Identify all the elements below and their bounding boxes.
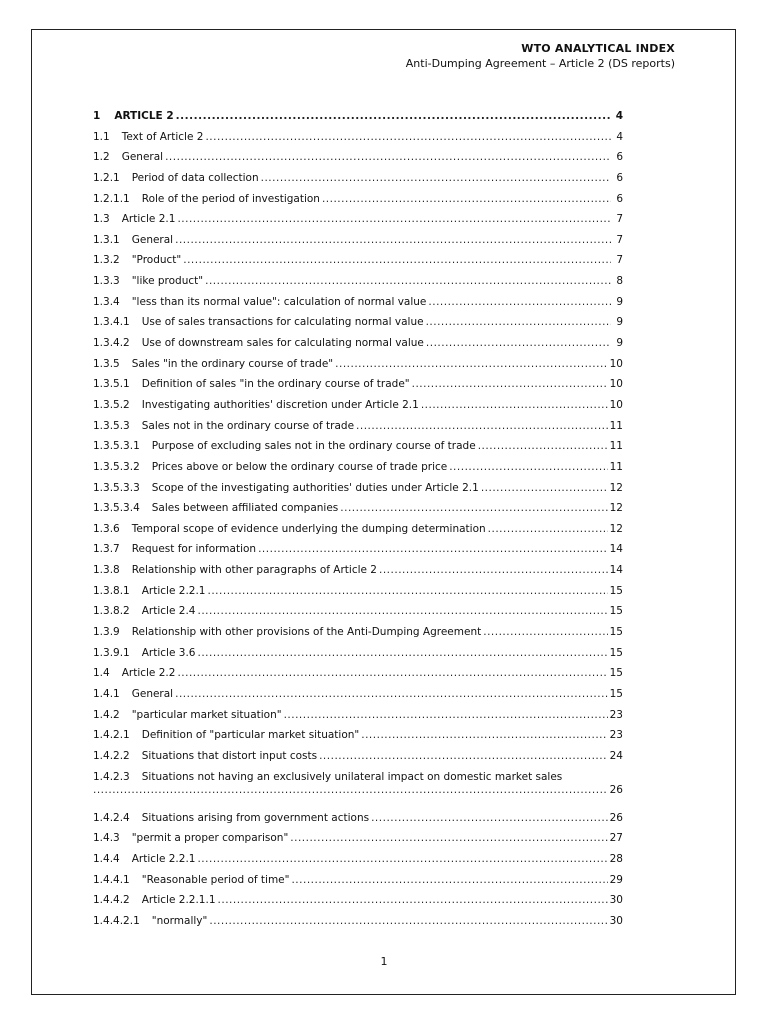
toc-entry[interactable]	[93, 564, 623, 585]
toc-entry-number: 1.4.4.2	[93, 894, 130, 907]
toc-entry-number: 1.3.5.3.1	[93, 440, 140, 453]
toc-entry-title: General	[131, 233, 174, 246]
toc-entry[interactable]	[93, 131, 623, 152]
toc-entry-title: "permit a proper comparison"	[131, 832, 289, 845]
toc-entry-title: Article 2.1	[121, 213, 176, 226]
toc-entry[interactable]	[93, 688, 623, 709]
toc-entry[interactable]	[93, 832, 623, 853]
toc-entry-page: 6	[616, 171, 623, 184]
toc-entry-title: Relationship with other paragraphs of Article 2	[131, 564, 377, 577]
page-number: 1	[380, 955, 388, 968]
toc-entry-title: Role of the period of investigation	[141, 192, 320, 205]
table-of-contents	[93, 110, 623, 936]
toc-entry[interactable]	[93, 626, 623, 647]
toc-entry-number: 1.4.3	[93, 832, 120, 845]
toc-entry-page: 15	[609, 646, 623, 659]
toc-entry-number: 1.3.2	[93, 254, 120, 267]
toc-entry-page: 12	[609, 522, 623, 535]
toc-entry-number: 1.3.5.3.4	[93, 502, 140, 515]
toc-leader-dots	[261, 172, 611, 184]
toc-entry-page: 14	[609, 564, 623, 577]
toc-entry-title: Request for information	[131, 543, 257, 556]
toc-entry-number: 1.3.3	[93, 275, 120, 288]
toc-entry[interactable]	[93, 812, 623, 833]
toc-entry-title: Sales not in the ordinary course of trade	[141, 419, 355, 432]
toc-entry[interactable]	[93, 502, 623, 523]
toc-leader-dots	[371, 812, 608, 824]
toc-leader-dots	[426, 337, 611, 349]
toc-entry-number: 1.4	[93, 667, 110, 680]
toc-entry-title: Situations arising from government actions	[141, 811, 370, 824]
toc-entry-page: 15	[609, 584, 623, 597]
toc-entry-title: Prices above or below the ordinary course of trade price	[151, 460, 448, 473]
toc-entry-number: 1	[93, 110, 101, 122]
toc-entry-page: 15	[609, 687, 623, 700]
toc-entry[interactable]	[93, 275, 623, 296]
toc-entry-page: 10	[609, 357, 623, 370]
toc-entry-number: 1.3.6	[93, 522, 120, 535]
toc-leader-dots	[335, 358, 607, 370]
toc-entry-title: "Product"	[131, 254, 182, 267]
toc-entry-number: 1.4.4.2.1	[93, 915, 140, 927]
toc-entry-number: 1.3.1	[93, 233, 120, 246]
toc-entry[interactable]	[93, 647, 623, 668]
toc-entry-title: Article 2.2.1	[131, 853, 196, 866]
toc-entry-page: 7	[616, 213, 623, 226]
toc-leader-dots	[175, 234, 611, 246]
toc-entry-page: 4	[616, 130, 623, 143]
toc-entry-title: Purpose of excluding sales not in the ordinary course of trade	[151, 440, 476, 453]
toc-entry[interactable]	[93, 605, 623, 626]
toc-entry-title: Article 3.6	[141, 646, 196, 659]
toc-leader-dots	[205, 131, 611, 143]
toc-leader-dots	[197, 853, 607, 865]
toc-entry-title: Definition of "particular market situation"	[141, 729, 360, 742]
toc-entry-number: 1.3.4	[93, 295, 120, 308]
toc-entry-title: "Reasonable period of time"	[141, 873, 290, 886]
toc-entry-number: 1.3.5.1	[93, 378, 130, 391]
header-title: WTO ANALYTICAL INDEX	[521, 42, 675, 55]
toc-leader-dots	[209, 915, 607, 927]
toc-leader-dots	[208, 585, 608, 597]
toc-leader-dots	[379, 564, 608, 576]
toc-entry-page: 24	[609, 749, 623, 762]
toc-entry-title: Investigating authorities' discretion under Article 2.1	[141, 398, 419, 411]
toc-entry-page: 10	[609, 398, 623, 411]
toc-leader-dots	[340, 502, 607, 514]
toc-entry-page: 15	[609, 626, 623, 639]
toc-entry[interactable]	[93, 296, 623, 317]
toc-entry-page: 28	[609, 853, 623, 866]
toc-leader-dots	[481, 482, 608, 494]
toc-entry[interactable]	[93, 440, 623, 461]
toc-leader-dots	[197, 605, 607, 617]
toc-entry-page: 29	[609, 873, 623, 886]
toc-entry-page: 7	[616, 233, 623, 246]
toc-entry-page: 11	[609, 440, 623, 453]
toc-entry-title: Article 2.4	[141, 605, 196, 618]
toc-entry-number: 1.3.9	[93, 626, 120, 639]
toc-entry[interactable]	[93, 523, 623, 544]
toc-leader-dots	[291, 874, 607, 886]
toc-entry-title: "less than its normal value": calculation of normal value	[131, 295, 427, 308]
toc-entry-title: Situations not having an exclusively unilateral impact on domestic market sales	[141, 770, 563, 783]
toc-entry-number: 1.4.2.1	[93, 729, 130, 742]
toc-leader-dots	[175, 688, 608, 700]
toc-entry-title: "like product"	[131, 275, 204, 288]
toc-entry[interactable]	[93, 337, 623, 358]
toc-entry-page: 11	[609, 460, 623, 473]
toc-entry-number: 1.2.1	[93, 171, 120, 184]
toc-leader-dots	[183, 254, 611, 266]
toc-leader-dots	[356, 420, 608, 432]
toc-leader-dots	[322, 193, 611, 205]
toc-entry[interactable]	[93, 894, 623, 915]
toc-entry-page: 8	[616, 275, 623, 288]
toc-entry-page: 4	[615, 110, 623, 122]
toc-entry-title: Use of downstream sales for calculating normal value	[141, 337, 424, 350]
toc-entry-page: 14	[609, 543, 623, 556]
toc-entry[interactable]	[93, 585, 623, 606]
toc-entry-title: "particular market situation"	[131, 708, 282, 721]
toc-entry-title: ARTICLE 2	[114, 110, 174, 122]
toc-entry-title: "normally"	[151, 915, 208, 927]
toc-entry[interactable]	[93, 729, 623, 750]
toc-leader-dots	[426, 316, 611, 328]
toc-entry-page: 12	[609, 481, 623, 494]
toc-entry-title: Text of Article 2	[121, 130, 204, 143]
toc-entry[interactable]	[93, 709, 623, 730]
toc-entry-number: 1.3.5.3.2	[93, 460, 140, 473]
toc-leader-dots	[176, 110, 611, 122]
toc-leader-dots	[421, 399, 608, 411]
toc-entry-number: 1.3.5.3.3	[93, 481, 140, 494]
toc-entry[interactable]	[93, 461, 623, 482]
toc-entry[interactable]	[93, 213, 623, 234]
toc-entry[interactable]	[93, 151, 623, 172]
toc-entry-page: 12	[609, 502, 623, 515]
toc-leader-dots	[412, 378, 608, 390]
toc-entry-number: 1.3.9.1	[93, 646, 130, 659]
toc-entry-number: 1.3.4.1	[93, 316, 130, 329]
toc-entry[interactable]	[93, 378, 623, 399]
toc-leader-dots	[197, 647, 607, 659]
toc-leader-dots	[478, 440, 608, 452]
toc-entry-page: 23	[609, 729, 623, 742]
toc-entry-title: Sales "in the ordinary course of trade"	[131, 357, 334, 370]
toc-leader-dots	[258, 543, 608, 555]
toc-entry-title: Period of data collection	[131, 171, 259, 184]
header-subtitle: Anti-Dumping Agreement – Article 2 (DS reports)	[405, 57, 675, 70]
toc-entry-page: 26	[609, 811, 623, 824]
toc-entry-number: 1.3	[93, 213, 110, 226]
toc-entry-number: 1.1	[93, 130, 110, 143]
toc-entry-number: 1.3.8	[93, 564, 120, 577]
toc-leader-dots	[361, 729, 607, 741]
toc-entry[interactable]	[93, 254, 623, 275]
toc-entry-title: Temporal scope of evidence underlying the dumping determination	[131, 522, 486, 535]
toc-entry-number: 1.2.1.1	[93, 192, 130, 205]
toc-entry[interactable]	[93, 358, 623, 379]
toc-entry[interactable]	[93, 750, 623, 771]
toc-leader-dots	[165, 151, 611, 163]
toc-entry[interactable]	[93, 316, 623, 337]
toc-entry[interactable]	[93, 172, 623, 193]
toc-entry-number: 1.3.5.3	[93, 419, 130, 432]
toc-entry-number: 1.4.1	[93, 687, 120, 700]
toc-entry-number: 1.3.5	[93, 357, 120, 370]
toc-entry-page: 9	[616, 316, 623, 329]
toc-entry-page: 10	[609, 378, 623, 391]
toc-entry-title: Relationship with other provisions of the Anti-Dumping Agreement	[131, 626, 482, 639]
toc-entry-title: General	[121, 151, 164, 164]
toc-entry-number: 1.3.5.2	[93, 398, 130, 411]
toc-leader-dots	[93, 784, 608, 796]
toc-entry-number: 1.4.2.3	[93, 770, 130, 783]
toc-entry-number: 1.3.8.2	[93, 605, 130, 618]
toc-entry[interactable]	[93, 771, 623, 812]
toc-entry-number: 1.3.8.1	[93, 584, 130, 597]
toc-leader-dots	[449, 461, 607, 473]
toc-entry-title: Scope of the investigating authorities' duties under Article 2.1	[151, 481, 479, 494]
toc-leader-dots	[483, 626, 607, 638]
toc-entry-title: Sales between affiliated companies	[151, 502, 339, 515]
toc-leader-dots	[488, 523, 608, 535]
toc-entry-title: General	[131, 687, 174, 700]
toc-entry[interactable]	[93, 853, 623, 874]
toc-entry[interactable]	[93, 193, 623, 214]
toc-entry-page: 23	[609, 708, 623, 721]
toc-entry-number: 1.4.4	[93, 853, 120, 866]
toc-leader-dots	[177, 667, 607, 679]
toc-entry-page: 15	[609, 667, 623, 680]
toc-entry-page: 6	[616, 192, 623, 205]
toc-entry-number: 1.4.2.4	[93, 811, 130, 824]
toc-entry-title: Article 2.2.1.1	[141, 894, 216, 907]
toc-entry-page: 30	[609, 894, 623, 907]
toc-entry-page: 9	[616, 337, 623, 350]
toc-leader-dots	[319, 750, 608, 762]
toc-entry-page: 9	[616, 295, 623, 308]
toc-entry-page: 26	[609, 784, 623, 797]
toc-entry-title: Use of sales transactions for calculating normal value	[141, 316, 424, 329]
document-header	[406, 41, 675, 71]
toc-entry-page: 30	[609, 915, 623, 927]
toc-entry[interactable]	[93, 399, 623, 420]
toc-entry-page: 11	[609, 419, 623, 432]
toc-leader-dots	[177, 213, 611, 225]
toc-entry-number: 1.4.2.2	[93, 749, 130, 762]
toc-entry[interactable]	[93, 234, 623, 255]
toc-entry-number: 1.3.7	[93, 543, 120, 556]
toc-leader-dots	[218, 894, 608, 906]
toc-entry[interactable]	[93, 420, 623, 441]
toc-entry-number: 1.4.2	[93, 708, 120, 721]
toc-entry-title: Article 2.2.1	[141, 584, 206, 597]
toc-entry-title: Situations that distort input costs	[141, 749, 318, 762]
toc-entry-title: Definition of sales "in the ordinary course of trade"	[141, 378, 410, 391]
toc-entry[interactable]	[93, 667, 623, 688]
toc-entry-page: 6	[616, 151, 623, 164]
toc-leader-dots	[290, 832, 607, 844]
toc-entry-number: 1.3.4.2	[93, 337, 130, 350]
toc-entry-number: 1.2	[93, 151, 110, 164]
toc-leader-dots	[284, 709, 608, 721]
toc-leader-dots	[205, 275, 611, 287]
toc-entry[interactable]	[93, 482, 623, 503]
toc-entry[interactable]	[93, 915, 623, 936]
toc-entry-page: 7	[616, 254, 623, 267]
toc-leader-dots	[428, 296, 611, 308]
toc-entry[interactable]	[93, 110, 623, 131]
toc-entry[interactable]	[93, 874, 623, 895]
toc-entry[interactable]	[93, 543, 623, 564]
toc-entry-title: Article 2.2	[121, 667, 176, 680]
toc-entry-page: 15	[609, 605, 623, 618]
toc-entry-number: 1.4.4.1	[93, 873, 130, 886]
toc-entry-page: 27	[609, 832, 623, 845]
